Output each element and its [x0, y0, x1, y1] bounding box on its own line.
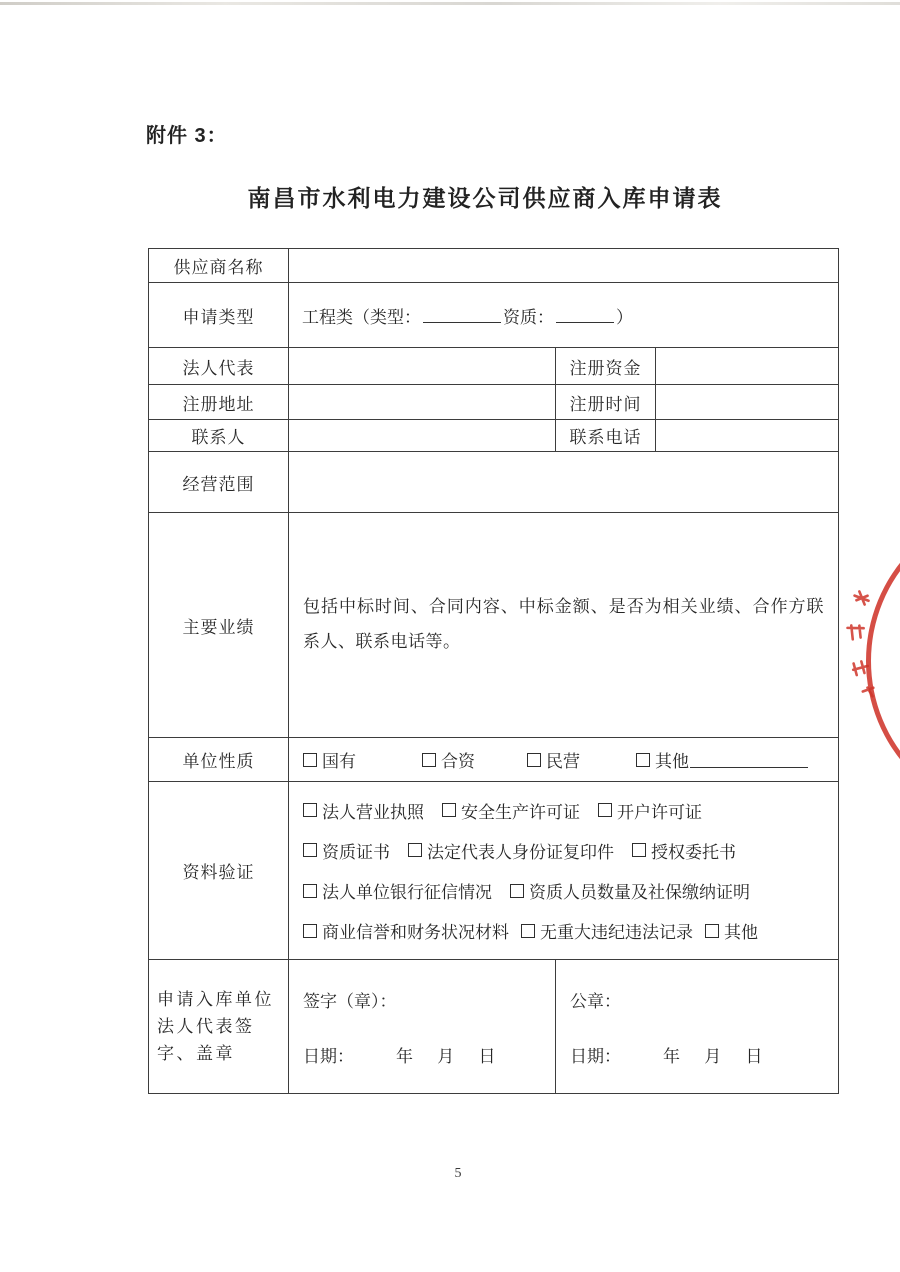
- registration-time-value-cell: [656, 385, 839, 420]
- date-label: 日期：: [303, 1046, 354, 1066]
- verify-item: 其他: [705, 918, 758, 943]
- legal-representative-label: 法人代表: [149, 348, 289, 385]
- option-private: 民营: [527, 747, 580, 772]
- sign-date-line: [303, 1042, 555, 1067]
- registered-capital-label: 注册资金: [556, 348, 656, 385]
- business-scope-label: 经营范围: [149, 452, 289, 513]
- application-type-label: 申请类型: [149, 283, 289, 348]
- sign-cell: [289, 960, 556, 1094]
- option-state-owned: 国有: [303, 747, 356, 772]
- legal-representative-value-cell: [289, 348, 556, 385]
- document-verification-cell: [289, 782, 839, 960]
- verify-item: 资质证书: [303, 838, 390, 863]
- verify-item: 授权委托书: [632, 838, 736, 863]
- other-blank-line: [690, 751, 808, 769]
- verify-item: 无重大违纪违法记录: [521, 918, 693, 943]
- table-row-business-scope: [149, 452, 839, 513]
- checkbox-icon: [510, 884, 524, 898]
- verify-line-2: [303, 838, 838, 863]
- registration-time-label: 注册时间: [556, 385, 656, 420]
- verify-item: 法定代表人身份证复印件: [408, 838, 614, 863]
- main-performance-note: 包括中标时间、合同内容、中标金额、是否为相关业绩、合作方联系人、联系电话等。: [303, 597, 825, 651]
- table-row-main-performance: [149, 513, 839, 738]
- checkbox-icon: [598, 803, 612, 817]
- supplier-name-value-cell: [289, 249, 839, 283]
- qualification-label: 资质：: [503, 307, 554, 327]
- checkbox-icon: [303, 803, 317, 817]
- checkbox-icon: [442, 803, 456, 817]
- scan-edge-artifact: [0, 2, 900, 5]
- checkbox-icon: [636, 753, 650, 767]
- table-row-registered-address: [149, 385, 839, 420]
- verify-item: 开户许可证: [598, 798, 702, 823]
- checkbox-icon: [527, 753, 541, 767]
- unit-nature-label: 单位性质: [149, 738, 289, 782]
- table-row-application-type: [149, 283, 839, 348]
- verify-item: 法人单位银行征信情况: [303, 878, 492, 903]
- red-seal-stamp-characters: [844, 580, 900, 710]
- checkbox-icon: [632, 843, 646, 857]
- contact-phone-value-cell: [656, 420, 839, 452]
- registered-capital-value-cell: [656, 348, 839, 385]
- type-blank-line: [423, 305, 501, 323]
- registered-address-value-cell: [289, 385, 556, 420]
- verify-line-4: [303, 918, 838, 943]
- main-performance-note-cell: [289, 513, 839, 738]
- verify-item: 安全生产许可证: [442, 798, 580, 823]
- application-type-prefix: 工程类（类型：: [302, 307, 421, 327]
- signature-row-label: 申请入库单位法人代表签字、盖章: [149, 960, 289, 1094]
- supplier-name-label: 供应商名称: [149, 249, 289, 283]
- verify-line-3: [303, 878, 838, 903]
- checkbox-icon: [303, 924, 317, 938]
- checkbox-icon: [521, 924, 535, 938]
- contact-person-label: 联系人: [149, 420, 289, 452]
- date-blank: 年 月 日: [396, 1046, 506, 1066]
- checkbox-icon: [303, 884, 317, 898]
- table-row-document-verification: [149, 782, 839, 960]
- main-performance-label: 主要业绩: [149, 513, 289, 738]
- seal-date-line: [570, 1042, 838, 1067]
- contact-phone-label: 联系电话: [556, 420, 656, 452]
- contact-person-value-cell: [289, 420, 556, 452]
- seal-label: 公章：: [570, 991, 621, 1011]
- verify-item: 法人营业执照: [303, 798, 424, 823]
- application-type-value-cell: [289, 283, 839, 348]
- unit-nature-options-cell: [289, 738, 839, 782]
- page-title: 南昌市水利电力建设公司供应商入库申请表: [247, 185, 723, 211]
- application-form-table: [148, 248, 839, 1094]
- table-row-supplier-name: [149, 249, 839, 283]
- business-scope-value-cell: [289, 452, 839, 513]
- checkbox-icon: [303, 843, 317, 857]
- table-row-signature: [149, 960, 839, 1094]
- checkbox-icon: [705, 924, 719, 938]
- date-blank: 年 月 日: [663, 1046, 773, 1066]
- sign-label: 签字（章）：: [303, 991, 397, 1011]
- qualification-blank-line: [556, 305, 614, 323]
- date-label: 日期：: [570, 1046, 621, 1066]
- table-row-legal-representative: [149, 348, 839, 385]
- option-joint-venture: 合资: [422, 747, 475, 772]
- table-row-unit-nature: [149, 738, 839, 782]
- table-row-contact: [149, 420, 839, 452]
- document-verification-label: 资料验证: [149, 782, 289, 960]
- verify-item: 资质人员数量及社保缴纳证明: [510, 878, 750, 903]
- verify-item: 商业信誉和财务状况材料: [303, 918, 509, 943]
- page-number: 5: [454, 1166, 462, 1181]
- verify-line-1: [303, 798, 838, 823]
- checkbox-icon: [422, 753, 436, 767]
- seal-cell: [556, 960, 839, 1094]
- registered-address-label: 注册地址: [149, 385, 289, 420]
- application-type-suffix: ）: [616, 307, 633, 327]
- checkbox-icon: [303, 753, 317, 767]
- attachment-label: 附件 3：: [146, 125, 228, 147]
- option-other: 其他: [636, 747, 689, 772]
- checkbox-icon: [408, 843, 422, 857]
